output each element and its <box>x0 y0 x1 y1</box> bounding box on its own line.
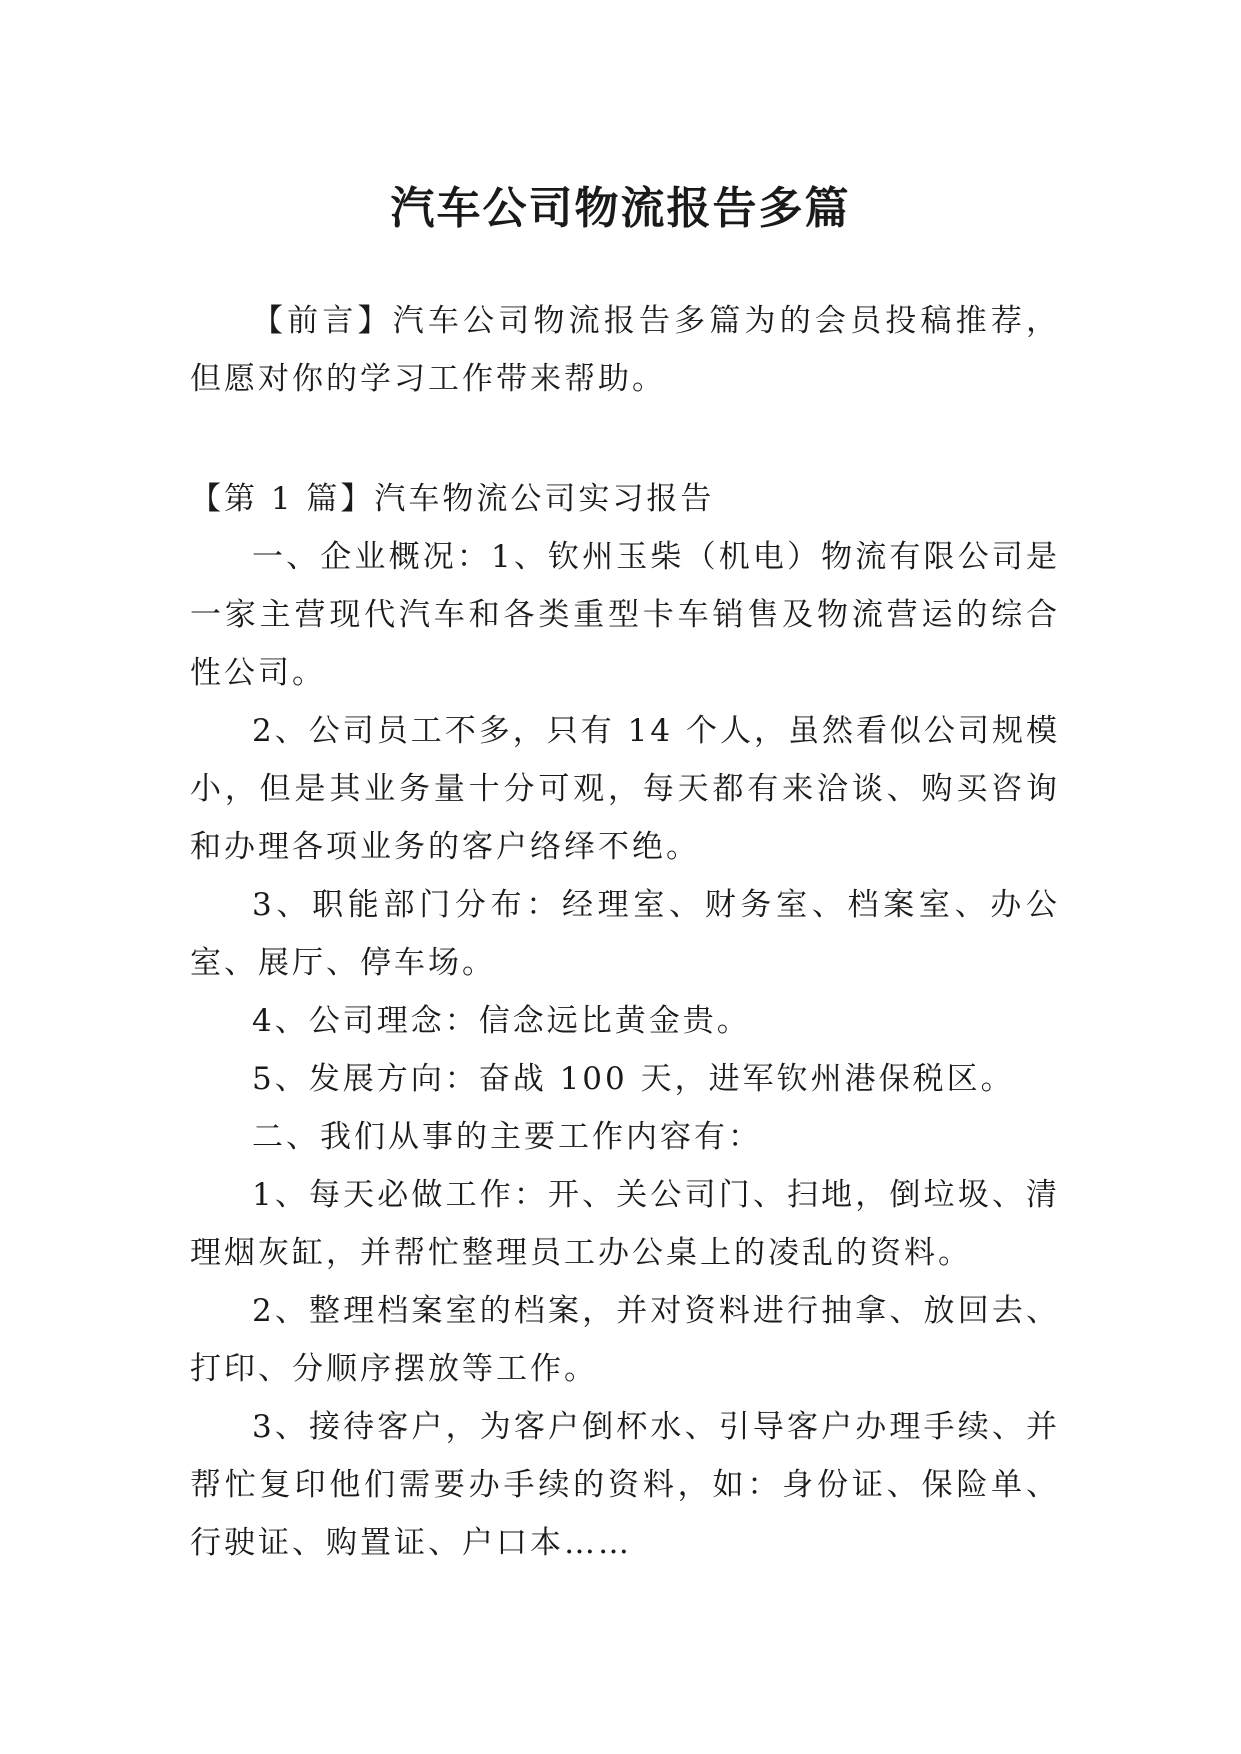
body-paragraph: 1、每天必做工作：开、关公司门、扫地，倒垃圾、清理烟灰缸，并帮忙整理员工办公桌上的凌乱的资料。 <box>190 1177 1060 1271</box>
document-title: 汽车公司物流报告多篇 <box>390 183 851 235</box>
document-body <box>190 292 1060 1572</box>
body-paragraph: 3、职能部门分布：经理室、财务室、档案室、办公室、展厅、停车场。 <box>190 887 1060 981</box>
preface-paragraph: 【前言】汽车公司物流报告多篇为的会员投稿推荐，但愿对你的学习工作带来帮助。 <box>190 303 1060 397</box>
body-paragraph: 一、企业概况：1、钦州玉柴（机电）物流有限公司是一家主营现代汽车和各类重型卡车销售及物流营运的综合性公司。 <box>190 539 1060 691</box>
body-paragraph: 3、接待客户，为客户倒杯水、引导客户办理手续、并帮忙复印他们需要办手续的资料，如：身份证、保险单、行驶证、购置证、户口本…… <box>190 1409 1060 1561</box>
section-heading: 【第 1 篇】汽车物流公司实习报告 <box>190 481 715 517</box>
body-paragraph: 4、公司理念：信念远比黄金贵。 <box>252 1003 751 1039</box>
body-paragraph: 二、我们从事的主要工作内容有： <box>252 1119 762 1155</box>
body-paragraph: 5、发展方向：奋战 100 天，进军钦州港保税区。 <box>252 1061 1015 1097</box>
spacer <box>190 408 1060 470</box>
body-paragraph: 2、整理档案室的档案，并对资料进行抽拿、放回去、打印、分顺序摆放等工作。 <box>190 1293 1060 1387</box>
body-paragraph: 2、公司员工不多，只有 14 个人，虽然看似公司规模小，但是其业务量十分可观，每天都有来洽谈、购买咨询和办理各项业务的客户络绎不绝。 <box>190 713 1060 865</box>
